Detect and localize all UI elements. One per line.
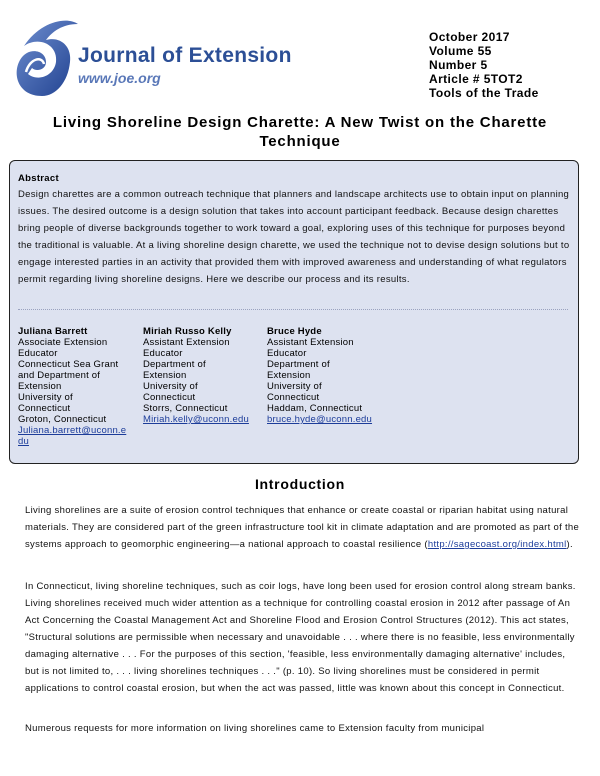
- author-detail: Department of: [143, 359, 206, 370]
- intro-paragraph-2: [25, 578, 581, 697]
- author-detail: University of: [18, 392, 73, 403]
- author-detail: Connecticut: [18, 403, 71, 414]
- author-detail: University of: [267, 381, 322, 392]
- author-detail: Extension: [18, 381, 62, 392]
- issue-date: October 2017: [429, 30, 510, 44]
- author-hyde: [267, 326, 379, 425]
- abstract-box: [9, 160, 579, 464]
- author-detail: and Department of: [18, 370, 101, 381]
- author-detail: Associate Extension: [18, 337, 108, 348]
- author-barrett: [18, 326, 130, 447]
- author-detail: Connecticut: [143, 392, 196, 403]
- intro-paragraph-1-end: ).: [566, 539, 573, 550]
- intro-paragraph-3-text: Numerous requests for more information on living shorelines came to Extension faculty from municipal: [25, 723, 485, 734]
- author-email-link[interactable]: bruce.hyde@uconn.edu: [267, 414, 373, 425]
- author-detail: Department of: [267, 359, 330, 370]
- abstract-heading: Abstract: [18, 173, 59, 184]
- author-name: Miriah Russo Kelly: [143, 326, 232, 337]
- joe-e-logo-icon: [12, 10, 82, 100]
- abstract-text: Design charettes are a common outreach technique that planners and landscape architects use to obtain input on planning issues. The desired outcome is a design solution that takes into account participant feedback. Because design charettes bring people of diverse backgrounds together to work toward a goal, exploring uses of this technique for purposes beyond the traditional is valuable. At a living shoreline design charette, we used the technique not to devise design solutions but to engage interested parties in an activity that provided them with improved awareness and understanding of what regulators permit regarding living shoreline designs. Here we describe our process and its results.: [18, 189, 570, 285]
- author-detail: University of: [143, 381, 198, 392]
- author-detail: Extension: [143, 370, 187, 381]
- issue-info: [429, 30, 539, 100]
- author-detail: Assistant Extension: [267, 337, 354, 348]
- article-category: Tools of the Trade: [429, 86, 539, 100]
- issue-volume: Volume 55: [429, 44, 492, 58]
- author-detail: Educator: [143, 348, 183, 359]
- author-name: Bruce Hyde: [267, 326, 322, 337]
- author-email-link[interactable]: Juliana.barrett@uconn.edu: [18, 425, 127, 447]
- author-detail: Connecticut Sea Grant: [18, 359, 119, 370]
- issue-number: Number 5: [429, 58, 488, 72]
- article-number: Article # 5TOT2: [429, 72, 523, 86]
- intro-paragraph-1: [25, 502, 581, 553]
- author-detail: Assistant Extension: [143, 337, 230, 348]
- author-name: Juliana Barrett: [18, 326, 88, 337]
- journal-logo[interactable]: [12, 10, 312, 100]
- journal-url: www.joe.org: [78, 70, 161, 86]
- author-kelly: [143, 326, 255, 425]
- author-detail: Connecticut: [267, 392, 320, 403]
- author-detail: Groton, Connecticut: [18, 414, 107, 425]
- author-email-link[interactable]: Miriah.kelly@uconn.edu: [143, 414, 249, 425]
- author-detail: Extension: [267, 370, 311, 381]
- author-detail: Educator: [18, 348, 58, 359]
- introduction-heading: Introduction: [254, 476, 346, 492]
- intro-paragraph-3: [25, 720, 581, 737]
- author-detail: Storrs, Connecticut: [143, 403, 228, 414]
- intro-paragraph-2-text: In Connecticut, living shoreline techniques, such as coir logs, have long been used for erosion control along stream banks. Living shorelines received much wider attention as a technique for controlling coastal erosion in 2012 after passage of An Act Concerning the Coastal Management Act and Shoreline Flood and Erosion Control Structures (2012). This act states, "Structural solutions are permissible when necessary and unavoidable . . . where there is no feasible, less environmentally damaging alternative . . . For the purposes of this section, 'feasible, less environmentally damaging alternative' includes, but is not limited to, . . . living shorelines techniques . . ." (p. 10). So living shorelines must be considered in permit applications to control coastal erosion, but when the act was passed, little was known about this concept in Connecticut.: [25, 581, 576, 694]
- abstract-divider: [18, 309, 568, 310]
- article-title: Living Shoreline Design Charette: A New Twist on the Charette Technique: [52, 114, 548, 150]
- author-detail: Educator: [267, 348, 307, 359]
- journal-name: Journal of Extension: [78, 44, 292, 67]
- intro-paragraph-1-text: Living shorelines are a suite of erosion control techniques that enhance or create coastal or riparian habitat using natural materials. They are considered part of the green infrastructure tool kit in climate adaptation and are promoted as part of the systems approach to geomorphic engineering—a national approach to coastal resilience (: [25, 505, 580, 550]
- sagecoast-link[interactable]: http://sagecoast.org/index.html: [427, 539, 567, 550]
- author-detail: Haddam, Connecticut: [267, 403, 363, 414]
